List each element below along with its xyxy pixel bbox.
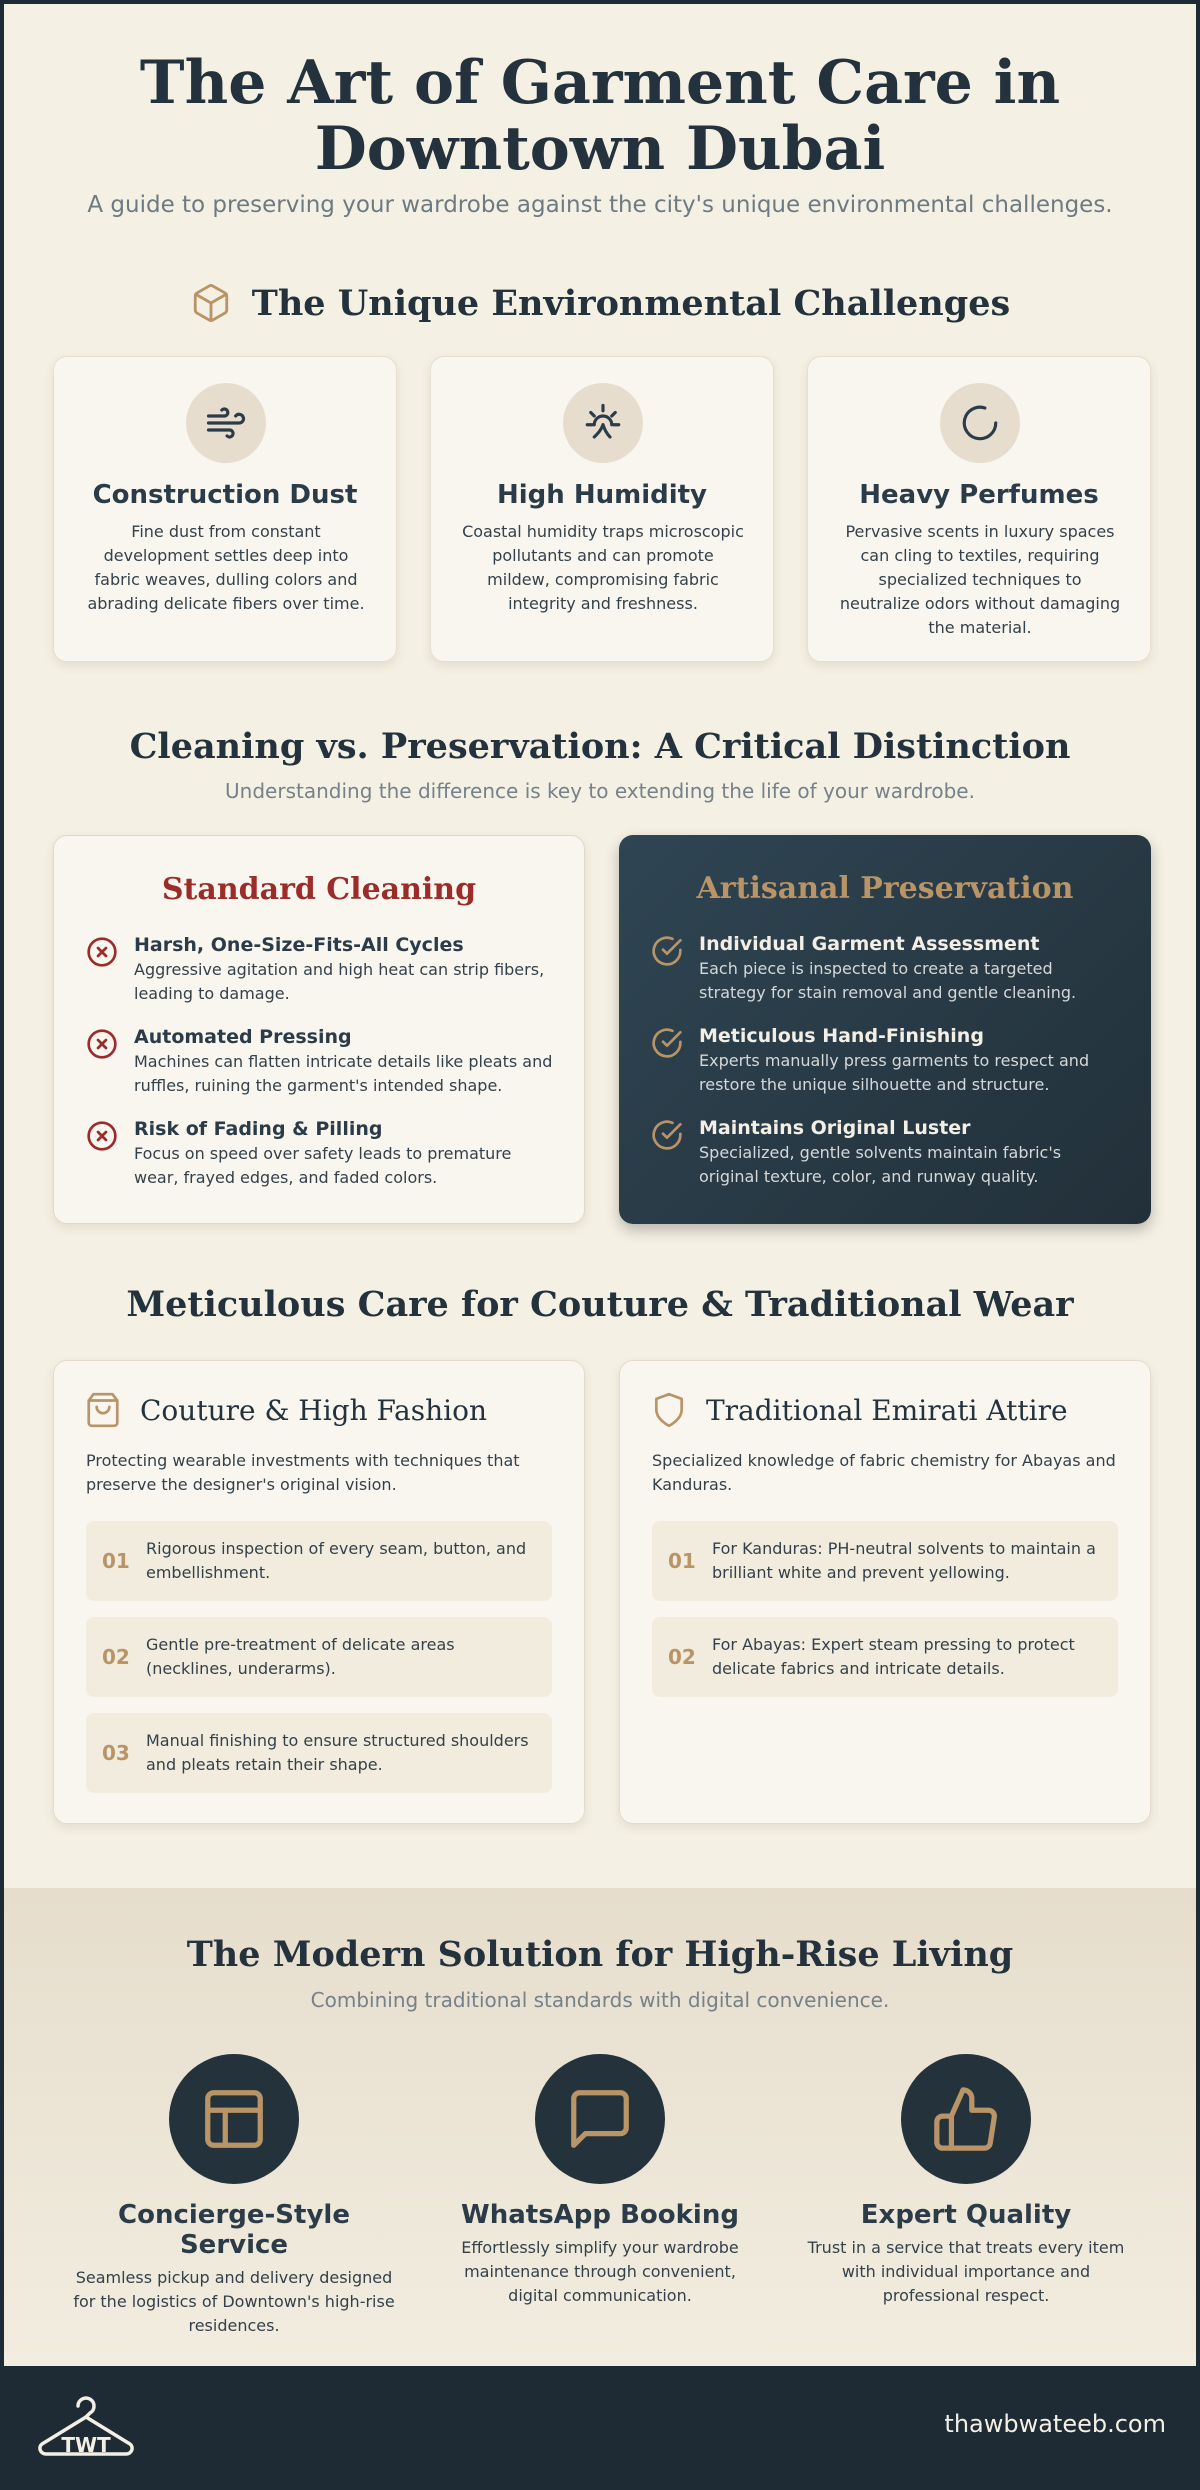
- box-icon: [190, 282, 232, 324]
- step-item: [86, 1617, 552, 1697]
- solution-icon-wrap: [169, 2054, 299, 2184]
- artisanal-preservation-list: [651, 931, 1121, 1207]
- artisanal-preservation-title: Artisanal Preservation: [696, 871, 1074, 906]
- challenge-card-dust: [53, 356, 397, 662]
- solution-text: Trust in a service that treats every item with individual importance and professional respect.: [807, 2238, 1125, 2305]
- solution-icon-wrap: [535, 2054, 665, 2184]
- step-item: [86, 1713, 552, 1793]
- item-title: Meticulous Hand-Finishing: [699, 1025, 984, 1047]
- step-text: Rigorous inspection of every seam, button, and embellishment.: [146, 1539, 527, 1582]
- list-item: [651, 1115, 1121, 1207]
- page-title: [4, 50, 1196, 182]
- step-number: 01: [668, 1549, 696, 1573]
- humidity-icon: [582, 402, 624, 444]
- solution-title: Concierge-Style Service: [118, 2200, 350, 2260]
- item-text: Each piece is inspected to create a targeted strategy for stain removal and gentle cleaning.: [699, 959, 1077, 1002]
- step-text: Manual finishing to ensure structured shoulders and pleats retain their shape.: [146, 1731, 529, 1774]
- item-title: Risk of Fading & Pilling: [134, 1118, 383, 1140]
- list-item: [86, 1116, 556, 1208]
- wind-icon: [205, 402, 247, 444]
- list-item: [651, 1023, 1121, 1115]
- x-circle-icon: [86, 936, 118, 968]
- step-number: 01: [102, 1549, 130, 1573]
- check-circle-icon: [651, 1027, 683, 1059]
- solution-icon-wrap: [901, 2054, 1031, 2184]
- solution-title: Expert Quality: [860, 2200, 1072, 2230]
- couture-card-intro: Protecting wearable investments with techniques that preserve the designer's original vision.: [86, 1451, 520, 1494]
- standard-cleaning-card: [53, 835, 585, 1224]
- challenge-card-perfumes: [807, 356, 1151, 662]
- item-title: Harsh, One-Size-Fits-All Cycles: [134, 934, 464, 956]
- challenge-cards: [53, 356, 1151, 662]
- couture-steps: [86, 1521, 552, 1809]
- step-text: Gentle pre-treatment of delicate areas (necklines, underarms).: [146, 1635, 455, 1678]
- item-text: Aggressive agitation and high heat can strip fibers, leading to damage.: [134, 960, 545, 1003]
- shopping-bag-icon: [84, 1391, 122, 1429]
- step-item: [86, 1521, 552, 1601]
- standard-cleaning-list: [86, 932, 556, 1208]
- traditional-card: [619, 1360, 1151, 1824]
- item-title: Automated Pressing: [134, 1026, 352, 1048]
- list-item: [651, 931, 1121, 1023]
- challenge-text: Pervasive scents in luxury spaces can cling to textiles, requiring specialized techniques to neutralize odors without damaging the material.: [839, 522, 1121, 637]
- traditional-steps: [652, 1521, 1118, 1713]
- solution-title: WhatsApp Booking: [461, 2200, 739, 2230]
- challenge-title: High Humidity: [496, 480, 708, 510]
- challenge-text: Fine dust from constant development settles deep into fabric weaves, dulling colors and abrading delicate fibers over time.: [87, 522, 365, 613]
- standard-cleaning-title: Standard Cleaning: [161, 872, 477, 907]
- comparison-subtitle: Understanding the difference is key to extending the life of your wardrobe.: [225, 779, 975, 803]
- challenge-icon-wrap: [563, 383, 643, 463]
- list-item: [86, 1024, 556, 1116]
- shield-icon: [650, 1391, 688, 1429]
- traditional-card-header: [650, 1391, 1068, 1429]
- solution-item-concierge: [64, 2054, 404, 2338]
- loader-icon: [959, 402, 1001, 444]
- challenge-icon-wrap: [940, 383, 1020, 463]
- step-item: [652, 1521, 1118, 1601]
- check-circle-icon: [651, 935, 683, 967]
- list-item: [86, 932, 556, 1024]
- couture-card-header: [84, 1391, 487, 1429]
- x-circle-icon: [86, 1028, 118, 1060]
- thumbs-up-icon: [931, 2084, 1001, 2154]
- step-text: For Abayas: Expert steam pressing to protect delicate fabrics and intricate details.: [712, 1635, 1075, 1678]
- page-title-line-1: The Art of Garment Care in: [139, 48, 1061, 118]
- challenge-text: Coastal humidity traps microscopic pollutants and can promote mildew, compromising fabric integrity and freshness.: [462, 522, 744, 613]
- solution-item-quality: [796, 2054, 1136, 2308]
- item-text: Focus on speed over safety leads to premature wear, frayed edges, and faded colors.: [134, 1144, 512, 1187]
- challenge-title: Heavy Perfumes: [859, 480, 1099, 510]
- item-title: Individual Garment Assessment: [699, 933, 1040, 955]
- solution-subtitle: Combining traditional standards with digital convenience.: [310, 1988, 890, 2012]
- solution-text: Effortlessly simplify your wardrobe maintenance through convenient, digital communication.: [461, 2238, 739, 2305]
- traditional-card-title: Traditional Emirati Attire: [706, 1393, 1068, 1427]
- traditional-card-intro: Specialized knowledge of fabric chemistry for Abayas and Kanduras.: [652, 1451, 1116, 1494]
- challenge-card-humidity: [430, 356, 774, 662]
- page-subtitle: A guide to preserving your wardrobe against the city's unique environmental challenges.: [87, 192, 1113, 218]
- item-title: Maintains Original Luster: [699, 1117, 971, 1139]
- step-number: 02: [102, 1645, 130, 1669]
- step-number: 03: [102, 1741, 130, 1765]
- couture-card-title: Couture & High Fashion: [140, 1393, 487, 1427]
- layout-icon: [199, 2084, 269, 2154]
- solution-item-whatsapp: [430, 2054, 770, 2308]
- solution-heading: The Modern Solution for High-Rise Living: [186, 1934, 1014, 1975]
- website-link[interactable]: thawbwateeb.com: [944, 2410, 1166, 2438]
- x-circle-icon: [86, 1120, 118, 1152]
- solution-text: Seamless pickup and delivery designed for the logistics of Downtown's high-rise residences.: [73, 2268, 395, 2335]
- artisanal-preservation-card: [619, 835, 1151, 1224]
- challenges-heading: [4, 282, 1196, 324]
- item-text: Specialized, gentle solvents maintain fabric's original texture, color, and runway quality.: [699, 1143, 1062, 1186]
- challenges-heading-text: The Unique Environmental Challenges: [251, 282, 1011, 324]
- logo-text: TWT: [61, 2433, 111, 2457]
- step-item: [652, 1617, 1118, 1697]
- item-text: Experts manually press garments to respect and restore the unique silhouette and structure.: [699, 1051, 1090, 1094]
- footer: [4, 2366, 1196, 2490]
- item-text: Machines can flatten intricate details like pleats and ruffles, ruining the garment's intended shape.: [134, 1052, 553, 1095]
- care-heading: Meticulous Care for Couture & Traditional Wear: [126, 1284, 1074, 1325]
- page-title-line-2: Downtown Dubai: [314, 114, 886, 184]
- step-text: For Kanduras: PH-neutral solvents to maintain a brilliant white and prevent yellowing.: [712, 1539, 1096, 1582]
- message-icon: [565, 2084, 635, 2154]
- hanger-logo-icon: [34, 2392, 138, 2462]
- comparison-heading: Cleaning vs. Preservation: A Critical Distinction: [129, 726, 1071, 767]
- step-number: 02: [668, 1645, 696, 1669]
- challenge-icon-wrap: [186, 383, 266, 463]
- couture-card: [53, 1360, 585, 1824]
- challenge-title: Construction Dust: [92, 480, 358, 510]
- check-circle-icon: [651, 1119, 683, 1151]
